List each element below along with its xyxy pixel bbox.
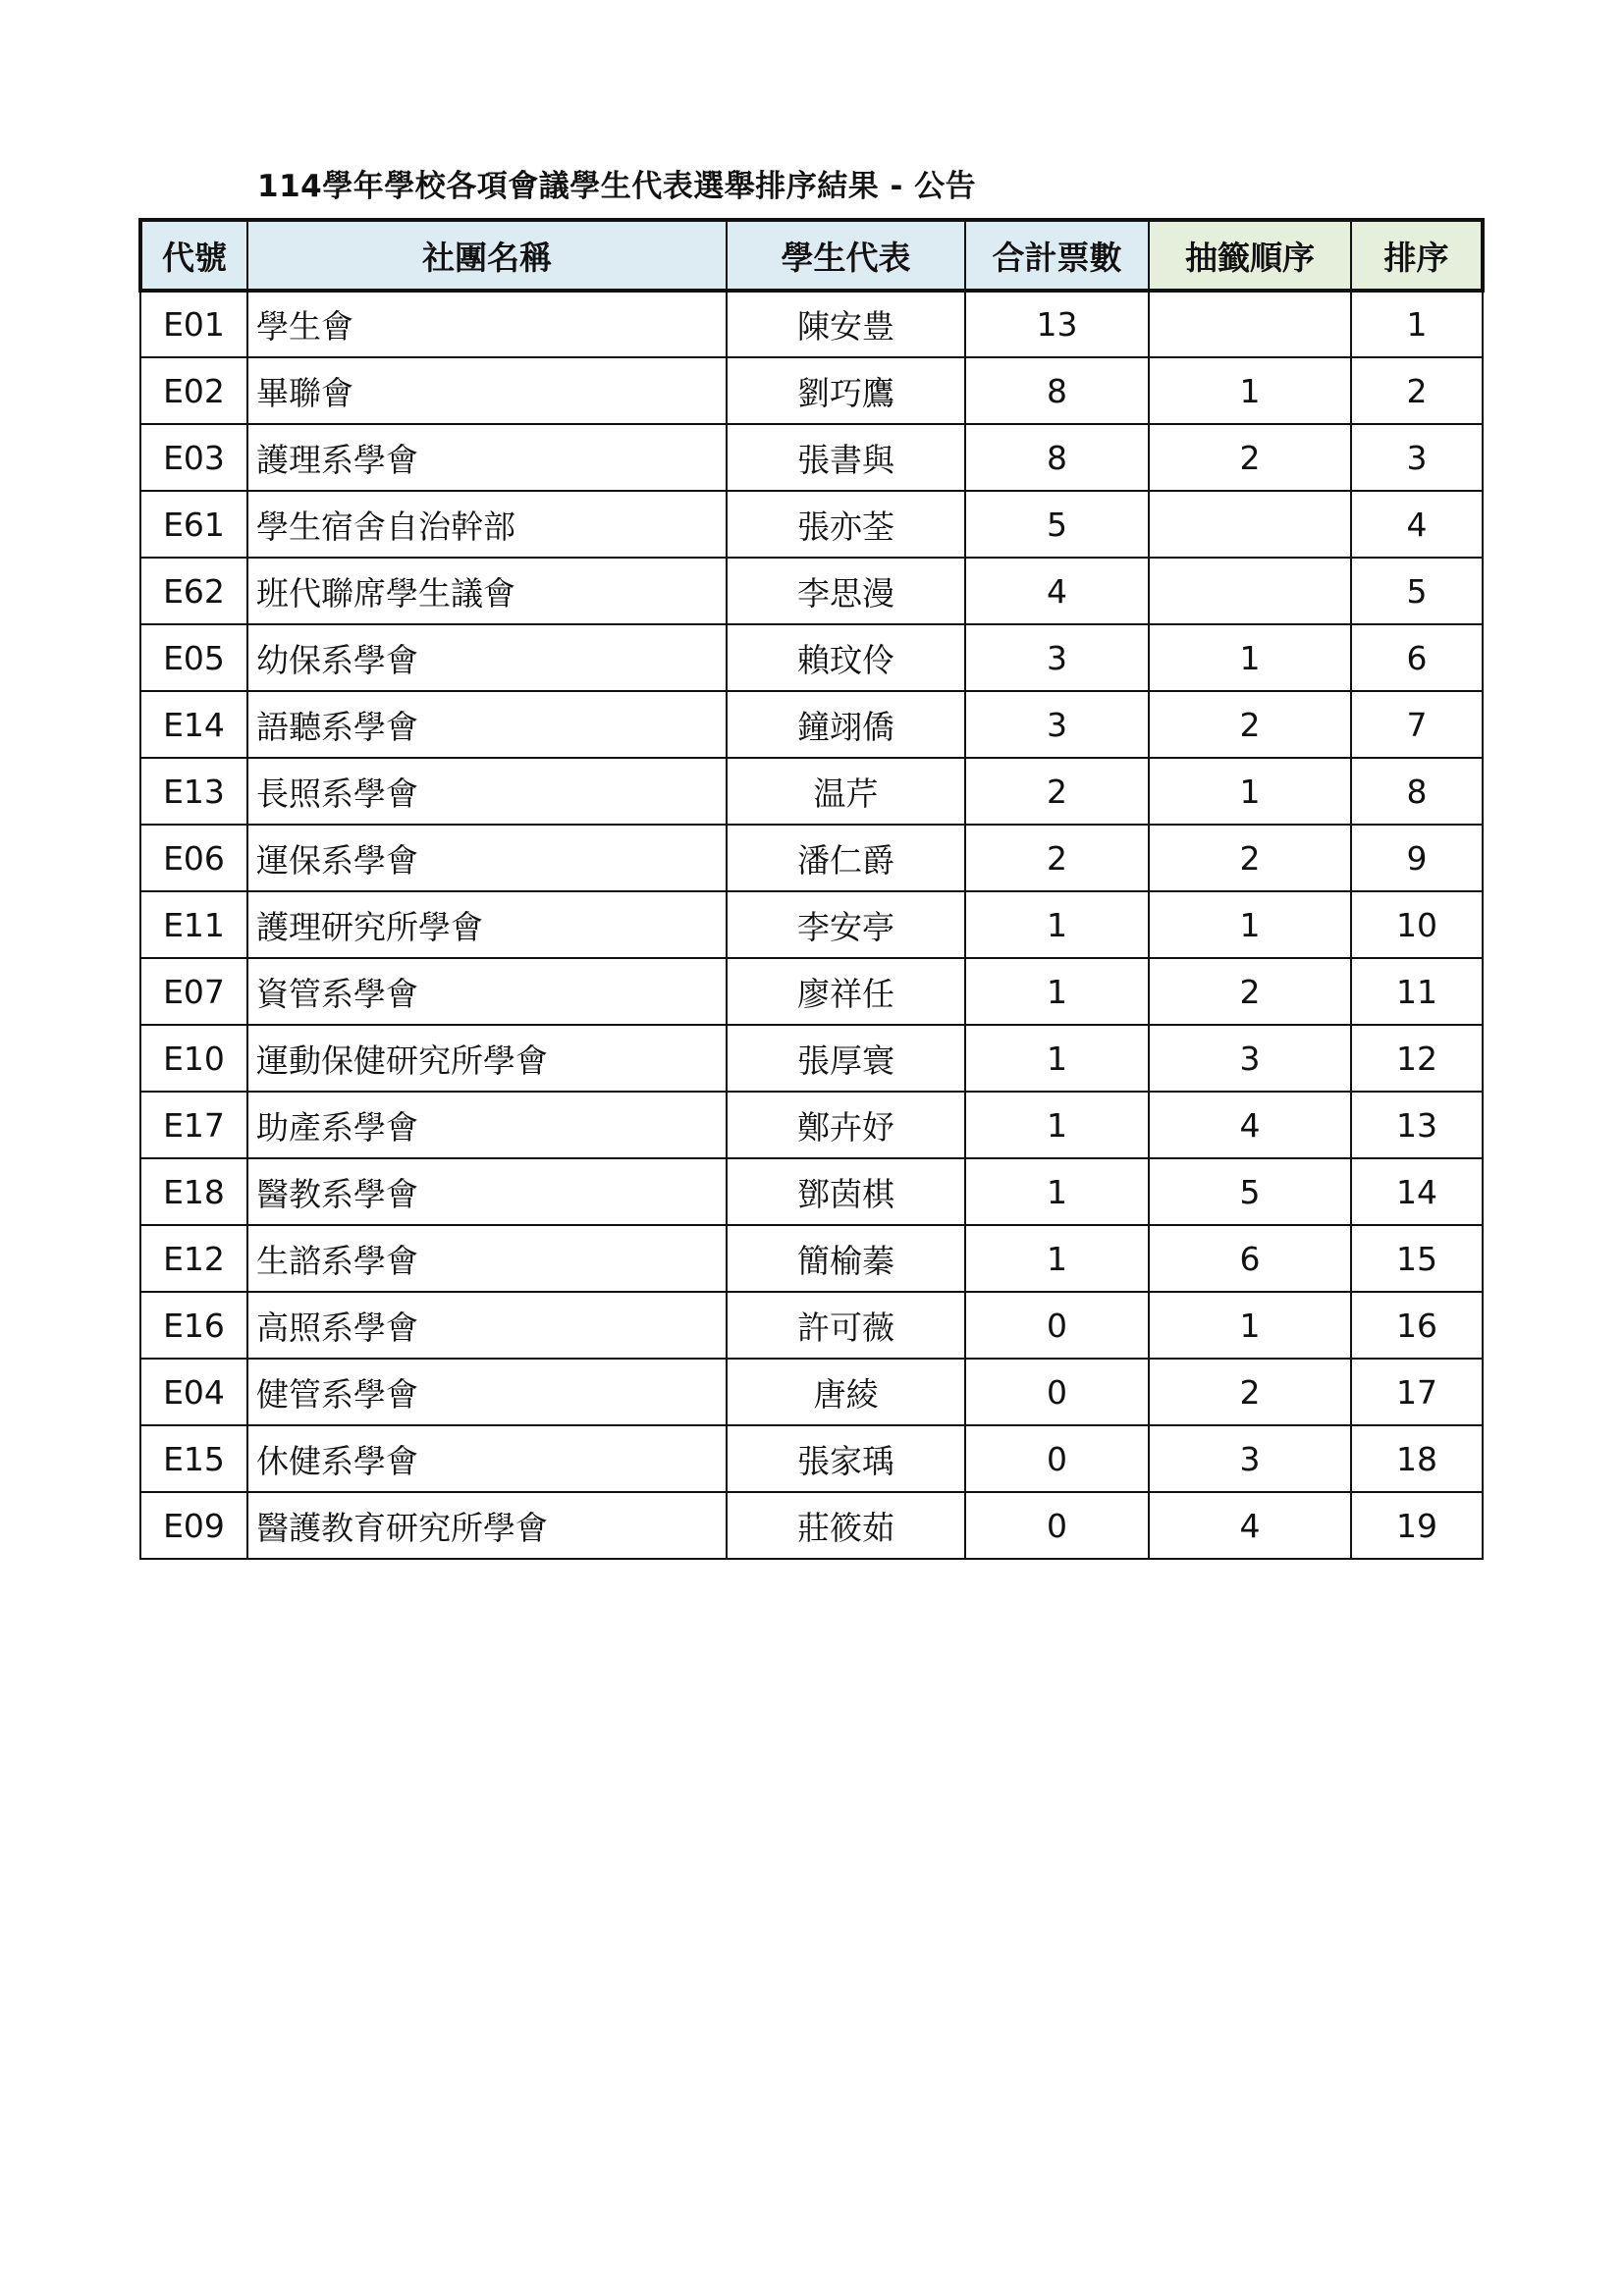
cell-draw-order: 2 [1149,1359,1351,1425]
cell-total-votes: 0 [965,1492,1149,1559]
cell-draw-order [1149,291,1351,357]
table-row [140,491,1483,558]
cell-club-name: 生諮系學會 [247,1225,727,1292]
cell-total-votes: 4 [965,558,1149,624]
cell-code: E10 [140,1025,247,1092]
cell-rank: 14 [1351,1158,1483,1225]
cell-rank: 9 [1351,825,1483,891]
cell-rank: 7 [1351,691,1483,758]
cell-representative: 簡榆蓁 [727,1225,965,1292]
cell-club-name: 護理研究所學會 [247,891,727,958]
cell-rank: 4 [1351,491,1483,558]
cell-code: E05 [140,624,247,691]
cell-rank: 17 [1351,1359,1483,1425]
table-row [140,357,1483,424]
cell-rank: 12 [1351,1025,1483,1092]
cell-representative: 温芹 [727,758,965,825]
cell-draw-order: 4 [1149,1492,1351,1559]
cell-club-name: 護理系學會 [247,424,727,491]
cell-total-votes: 5 [965,491,1149,558]
table-row [140,825,1483,891]
cell-representative: 廖祥任 [727,958,965,1025]
cell-total-votes: 1 [965,1025,1149,1092]
table-body [140,291,1483,1559]
cell-representative: 劉巧鷹 [727,357,965,424]
table-row [140,1292,1483,1359]
cell-draw-order [1149,558,1351,624]
table-row [140,624,1483,691]
cell-club-name: 運保系學會 [247,825,727,891]
cell-club-name: 醫教系學會 [247,1158,727,1225]
cell-code: E18 [140,1158,247,1225]
cell-club-name: 助產系學會 [247,1092,727,1158]
table-row [140,891,1483,958]
cell-representative: 李安亭 [727,891,965,958]
table-row [140,1158,1483,1225]
cell-club-name: 高照系學會 [247,1292,727,1359]
cell-draw-order: 2 [1149,825,1351,891]
cell-draw-order: 1 [1149,1292,1351,1359]
cell-club-name: 班代聯席學生議會 [247,558,727,624]
cell-club-name: 畢聯會 [247,357,727,424]
table-row [140,758,1483,825]
table-row [140,1225,1483,1292]
cell-code: E01 [140,291,247,357]
cell-club-name: 語聽系學會 [247,691,727,758]
cell-club-name: 長照系學會 [247,758,727,825]
table-row [140,1492,1483,1559]
cell-representative: 莊筱茹 [727,1492,965,1559]
header-rank: 排序 [1351,220,1483,291]
cell-representative: 張書與 [727,424,965,491]
cell-club-name: 學生宿舍自治幹部 [247,491,727,558]
cell-total-votes: 0 [965,1292,1149,1359]
cell-total-votes: 2 [965,758,1149,825]
cell-code: E15 [140,1425,247,1492]
cell-representative: 張亦荃 [727,491,965,558]
cell-rank: 15 [1351,1225,1483,1292]
cell-club-name: 健管系學會 [247,1359,727,1425]
cell-total-votes: 1 [965,1225,1149,1292]
cell-draw-order: 2 [1149,691,1351,758]
cell-rank: 3 [1351,424,1483,491]
cell-representative: 潘仁爵 [727,825,965,891]
table-row [140,958,1483,1025]
cell-club-name: 醫護教育研究所學會 [247,1492,727,1559]
cell-club-name: 幼保系學會 [247,624,727,691]
cell-draw-order [1149,491,1351,558]
cell-code: E17 [140,1092,247,1158]
cell-total-votes: 2 [965,825,1149,891]
cell-total-votes: 8 [965,357,1149,424]
cell-club-name: 學生會 [247,291,727,357]
cell-representative: 李思漫 [727,558,965,624]
table-row [140,1092,1483,1158]
cell-total-votes: 13 [965,291,1149,357]
cell-rank: 8 [1351,758,1483,825]
cell-code: E16 [140,1292,247,1359]
cell-draw-order: 1 [1149,357,1351,424]
table-row [140,424,1483,491]
cell-code: E09 [140,1492,247,1559]
table-row [140,1425,1483,1492]
cell-code: E07 [140,958,247,1025]
cell-total-votes: 1 [965,958,1149,1025]
cell-total-votes: 1 [965,1158,1149,1225]
cell-total-votes: 1 [965,891,1149,958]
table-row [140,558,1483,624]
header-code: 代號 [140,220,247,291]
header-club-name: 社團名稱 [247,220,727,291]
cell-draw-order: 4 [1149,1092,1351,1158]
cell-representative: 唐綾 [727,1359,965,1425]
cell-total-votes: 0 [965,1359,1149,1425]
cell-rank: 18 [1351,1425,1483,1492]
cell-rank: 19 [1351,1492,1483,1559]
cell-draw-order: 5 [1149,1158,1351,1225]
cell-club-name: 運動保健研究所學會 [247,1025,727,1092]
election-results-table [138,218,1485,1560]
cell-code: E62 [140,558,247,624]
cell-rank: 6 [1351,624,1483,691]
cell-rank: 10 [1351,891,1483,958]
table-header-row [140,220,1483,291]
table-row [140,691,1483,758]
cell-draw-order: 1 [1149,624,1351,691]
cell-draw-order: 2 [1149,424,1351,491]
cell-code: E11 [140,891,247,958]
table-row [140,1025,1483,1092]
cell-club-name: 資管系學會 [247,958,727,1025]
cell-representative: 張家瑀 [727,1425,965,1492]
table-row [140,1359,1483,1425]
cell-code: E12 [140,1225,247,1292]
cell-total-votes: 1 [965,1092,1149,1158]
cell-draw-order: 1 [1149,891,1351,958]
cell-code: E03 [140,424,247,491]
header-draw-order: 抽籤順序 [1149,220,1351,291]
cell-draw-order: 1 [1149,758,1351,825]
cell-code: E14 [140,691,247,758]
cell-rank: 2 [1351,357,1483,424]
cell-rank: 13 [1351,1092,1483,1158]
cell-representative: 賴玟伶 [727,624,965,691]
cell-code: E02 [140,357,247,424]
cell-rank: 16 [1351,1292,1483,1359]
cell-rank: 11 [1351,958,1483,1025]
cell-draw-order: 6 [1149,1225,1351,1292]
page-title: 114學年學校各項會議學生代表選舉排序結果 - 公告 [257,169,977,204]
header-total-votes: 合計票數 [965,220,1149,291]
cell-representative: 鄧茵棋 [727,1158,965,1225]
cell-total-votes: 0 [965,1425,1149,1492]
cell-code: E61 [140,491,247,558]
cell-rank: 5 [1351,558,1483,624]
header-representative: 學生代表 [727,220,965,291]
cell-representative: 許可薇 [727,1292,965,1359]
cell-total-votes: 3 [965,691,1149,758]
cell-club-name: 休健系學會 [247,1425,727,1492]
cell-code: E13 [140,758,247,825]
cell-total-votes: 8 [965,424,1149,491]
cell-representative: 鄭卉妤 [727,1092,965,1158]
cell-draw-order: 2 [1149,958,1351,1025]
cell-total-votes: 3 [965,624,1149,691]
cell-code: E04 [140,1359,247,1425]
cell-draw-order: 3 [1149,1025,1351,1092]
cell-representative: 鐘翊僑 [727,691,965,758]
cell-representative: 陳安豊 [727,291,965,357]
cell-representative: 張厚寰 [727,1025,965,1092]
cell-draw-order: 3 [1149,1425,1351,1492]
cell-rank: 1 [1351,291,1483,357]
table-row [140,291,1483,357]
cell-code: E06 [140,825,247,891]
